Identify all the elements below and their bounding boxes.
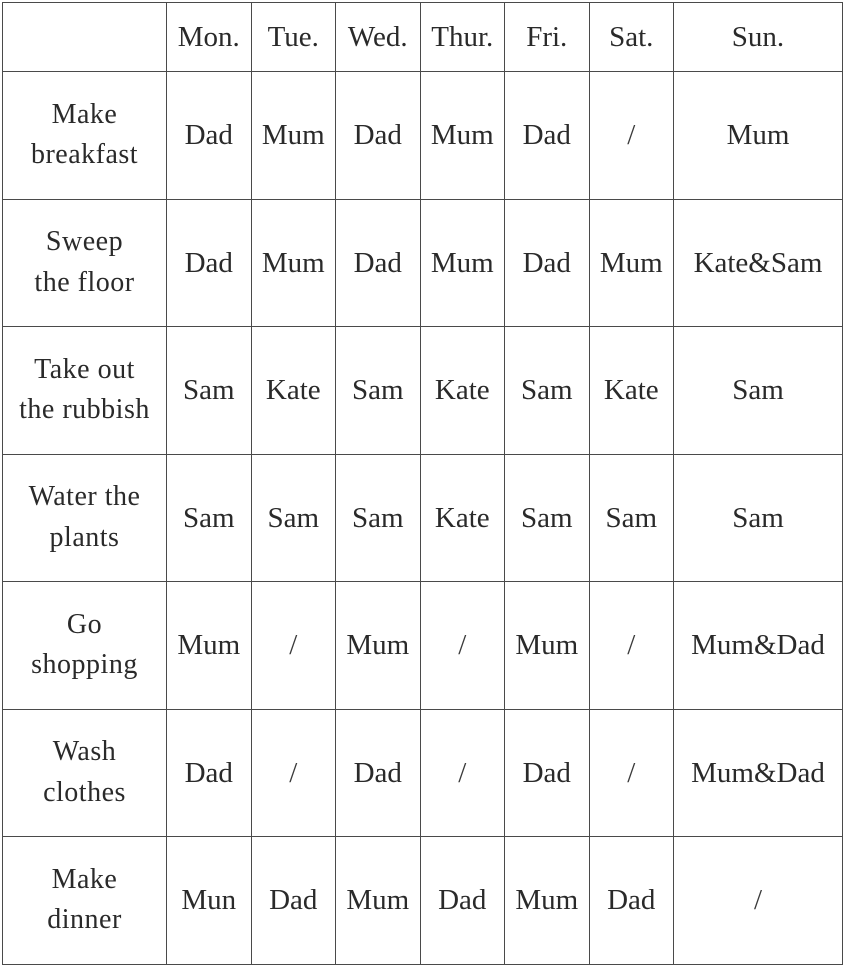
task-label-line: shopping bbox=[31, 649, 138, 681]
assignee-cell: Mun bbox=[167, 837, 252, 965]
day-header-tue: Tue. bbox=[251, 3, 336, 72]
assignee-cell: Sam bbox=[336, 327, 421, 455]
assignee-cell: / bbox=[589, 72, 674, 200]
day-header-sun: Sun. bbox=[674, 3, 843, 72]
assignee-cell: Kate bbox=[251, 327, 336, 455]
assignee-cell: Mum bbox=[589, 199, 674, 327]
task-label bbox=[3, 709, 167, 837]
task-label-line: breakfast bbox=[30, 139, 139, 171]
assignee-cell: Mum bbox=[167, 582, 252, 710]
task-label bbox=[3, 199, 167, 327]
assignee-cell: Mum&Dad bbox=[674, 582, 843, 710]
assignee-cell: Dad bbox=[505, 199, 590, 327]
assignee-cell: Sam bbox=[589, 454, 674, 582]
assignee-cell: Dad bbox=[505, 72, 590, 200]
corner-cell bbox=[3, 3, 167, 72]
assignee-cell: Mum bbox=[251, 72, 336, 200]
assignee-cell: Mum bbox=[420, 72, 505, 200]
assignee-cell: Dad bbox=[336, 199, 421, 327]
task-label-line: Make bbox=[51, 863, 118, 895]
day-header-thur: Thur. bbox=[420, 3, 505, 72]
assignee-cell: Mum bbox=[674, 72, 843, 200]
day-header-sat: Sat. bbox=[589, 3, 674, 72]
assignee-cell: Sam bbox=[167, 454, 252, 582]
assignee-cell: Dad bbox=[251, 837, 336, 965]
assignee-cell: / bbox=[420, 709, 505, 837]
assignee-cell: Sam bbox=[674, 327, 843, 455]
assignee-cell: Dad bbox=[336, 709, 421, 837]
task-label-line: Make bbox=[51, 98, 118, 130]
assignee-cell: / bbox=[589, 582, 674, 710]
assignee-cell: Dad bbox=[420, 837, 505, 965]
assignee-cell: Kate&Sam bbox=[674, 199, 843, 327]
table-row bbox=[3, 709, 843, 837]
assignee-cell: Kate bbox=[420, 454, 505, 582]
day-header-wed: Wed. bbox=[336, 3, 421, 72]
task-label bbox=[3, 582, 167, 710]
day-header-mon: Mon. bbox=[167, 3, 252, 72]
assignee-cell: Sam bbox=[505, 327, 590, 455]
task-label-line: Water the bbox=[28, 481, 141, 513]
assignee-cell: Sam bbox=[167, 327, 252, 455]
task-label bbox=[3, 454, 167, 582]
assignee-cell: / bbox=[589, 709, 674, 837]
assignee-cell: Sam bbox=[505, 454, 590, 582]
task-label-line: clothes bbox=[43, 776, 126, 808]
table-row bbox=[3, 327, 843, 455]
assignee-cell: / bbox=[251, 582, 336, 710]
assignee-cell: Sam bbox=[336, 454, 421, 582]
assignee-cell: Kate bbox=[589, 327, 674, 455]
chores-table bbox=[2, 2, 843, 965]
assignee-cell: Mum bbox=[336, 582, 421, 710]
table-row bbox=[3, 837, 843, 965]
assignee-cell: Mum bbox=[251, 199, 336, 327]
assignee-cell: Mum bbox=[420, 199, 505, 327]
header-row bbox=[3, 3, 843, 72]
assignee-cell: Mum bbox=[505, 582, 590, 710]
assignee-cell: Dad bbox=[167, 199, 252, 327]
assignee-cell: Dad bbox=[336, 72, 421, 200]
assignee-cell: Mum bbox=[505, 837, 590, 965]
assignee-cell: Mum bbox=[336, 837, 421, 965]
table-row bbox=[3, 199, 843, 327]
assignee-cell: Mum&Dad bbox=[674, 709, 843, 837]
assignee-cell: Dad bbox=[589, 837, 674, 965]
assignee-cell: / bbox=[251, 709, 336, 837]
task-label bbox=[3, 327, 167, 455]
task-label-line: Wash bbox=[52, 736, 117, 768]
task-label bbox=[3, 837, 167, 965]
assignee-cell: / bbox=[420, 582, 505, 710]
table-row bbox=[3, 72, 843, 200]
task-label-line: Sweep bbox=[45, 226, 124, 258]
assignee-cell: Dad bbox=[167, 72, 252, 200]
day-header-fri: Fri. bbox=[505, 3, 590, 72]
assignee-cell: Sam bbox=[251, 454, 336, 582]
task-label-line: Take out bbox=[34, 353, 135, 385]
task-label-line: dinner bbox=[47, 904, 122, 936]
task-label-line: the rubbish bbox=[19, 394, 150, 426]
task-label bbox=[3, 72, 167, 200]
task-label-line: plants bbox=[49, 521, 120, 553]
table-row bbox=[3, 582, 843, 710]
assignee-cell: Kate bbox=[420, 327, 505, 455]
assignee-cell: / bbox=[674, 837, 843, 965]
assignee-cell: Dad bbox=[167, 709, 252, 837]
assignee-cell: Dad bbox=[505, 709, 590, 837]
assignee-cell: Sam bbox=[674, 454, 843, 582]
task-label-line: the floor bbox=[34, 266, 135, 298]
table-row bbox=[3, 454, 843, 582]
task-label-line: Go bbox=[66, 608, 103, 640]
